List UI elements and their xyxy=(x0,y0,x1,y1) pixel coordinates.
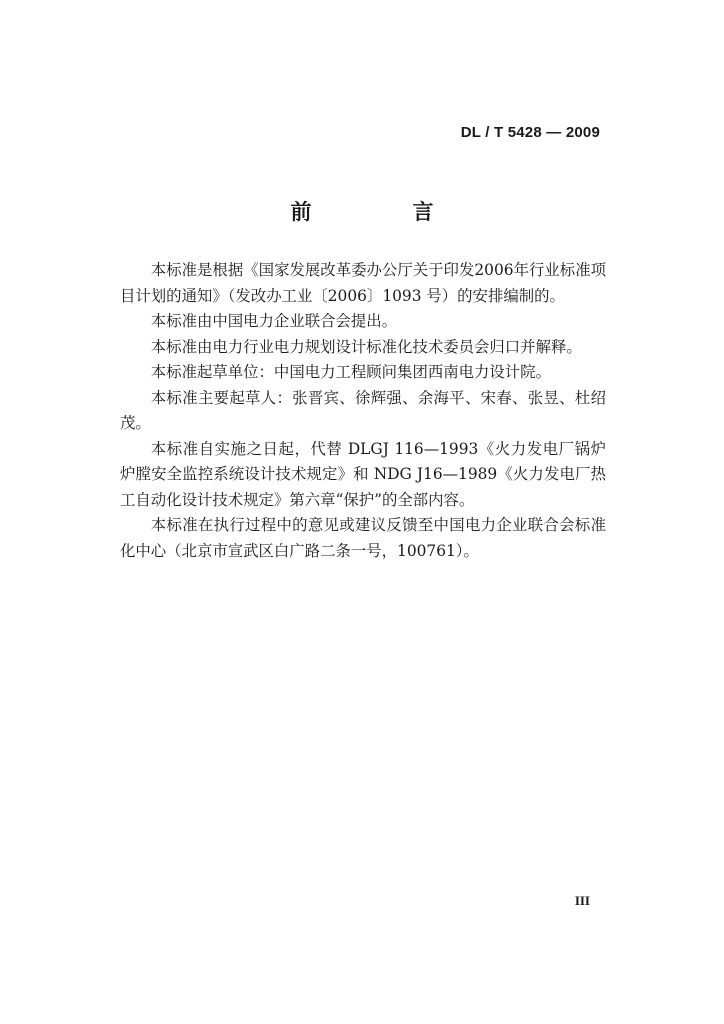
standard-code: DL / T 5428 — 2009 xyxy=(460,124,600,141)
page-title: 前 言 xyxy=(290,200,474,224)
paragraph-proposer: 本标准由中国电力企业联合会提出。 xyxy=(150,312,398,330)
preface-body xyxy=(120,258,606,564)
paragraph-basis: 本标准是根据《国家发展改革委办公厅关于印发2006年行业标准项目计划的通知》（发改办工业〔2006〕1093 号）的安排编制的。 xyxy=(120,261,606,305)
page-number: III xyxy=(574,893,590,908)
paragraph-drafting-unit: 本标准起草单位：中国电力工程顾问集团西南电力设计院。 xyxy=(150,363,551,381)
paragraph-administrator: 本标准由电力行业电力规划设计标准化技术委员会归口并解释。 xyxy=(150,337,582,356)
paragraph-feedback: 本标准在执行过程中的意见或建议反馈至中国电力企业联合会标准化中心（北京市宣武区白广路二条一号，100761）。 xyxy=(120,516,606,560)
paragraph-replacement: 本标准自实施之日起，代替 DLGJ 116—1993《火力发电厂锅炉炉膛安全监控系统设计技术规定》和 NDG J16—1989《火力发电厂热工自动化设计技术规定》第六章“保护”的全部内容。 xyxy=(120,439,606,509)
paragraph-drafters: 本标准主要起草人：张晋宾、徐辉强、余海平、宋春、张昱、杜绍茂。 xyxy=(120,388,606,432)
